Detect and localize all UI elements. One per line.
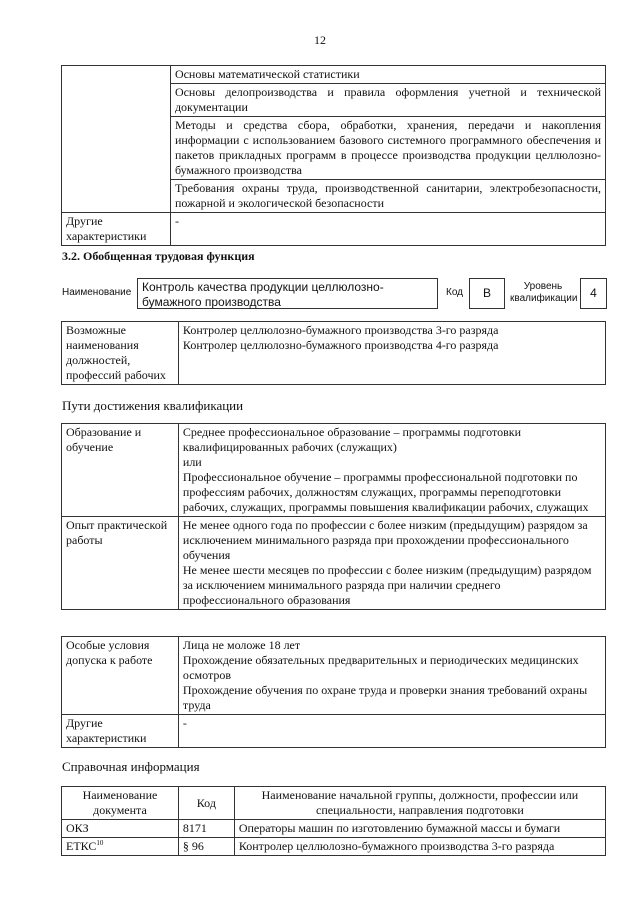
code-value: B <box>482 286 491 300</box>
level-value: 4 <box>590 286 597 300</box>
table-row <box>62 838 606 856</box>
table-row <box>62 820 606 838</box>
code-value-box <box>469 278 505 309</box>
experience-values <box>178 517 605 610</box>
experience-label: Опыт практической работы <box>62 517 179 610</box>
top-table <box>61 65 606 246</box>
code-label: Код <box>446 287 464 298</box>
level-label: Уровень квалификации <box>510 281 578 304</box>
conditions-other-value: - <box>178 715 605 748</box>
ref-name: Контролер целлюлозно-бумажного производства 3-го разряда <box>234 838 605 856</box>
position-item: Контролер целлюлозно-бумажного производства 4-го разряда <box>182 338 499 352</box>
condition-item: Лица не моложе 18 лет <box>182 638 301 652</box>
education-label: Образование и обучение <box>62 424 179 517</box>
education-values <box>178 424 605 517</box>
qualification-table <box>61 423 606 610</box>
conditions-table <box>61 636 606 748</box>
education-item: или <box>182 455 202 469</box>
reference-table <box>61 786 606 856</box>
footnote-marker: 10 <box>96 839 104 847</box>
education-item: Среднее профессиональное образование – программы подготовки квалифицированных рабочих (служащих) <box>182 425 522 454</box>
ref-header-name: Наименование начальной группы, должности, профессии или специальности, направления подготовки <box>234 787 605 820</box>
paths-title: Пути достижения квалификации <box>62 398 244 413</box>
top-table-row-1: Основы математической статистики <box>170 66 605 84</box>
conditions-label: Особые условия допуска к работе <box>62 637 179 715</box>
positions-label: Возможные наименования должностей, профессий рабочих <box>62 322 179 385</box>
conditions-values <box>178 637 605 715</box>
ref-doc: ЕТКС <box>66 839 97 853</box>
ref-doc-cell <box>62 838 179 856</box>
ref-code: § 96 <box>178 838 234 856</box>
page-number: 12 <box>314 33 326 47</box>
name-label: Наименование <box>62 287 132 298</box>
name-value-box <box>137 278 438 309</box>
level-value-box <box>580 278 607 309</box>
top-table-row-3: Методы и средства сбора, обработки, хранения, передачи и накопления информации с использованием базового системного программного обеспечения и пакетов прикладных программ в процессе производства продукции целлюлозно-бумажного производства <box>170 117 605 180</box>
condition-item: Прохождение обучения по охране труда и проверки знания требований охраны труда <box>182 683 588 712</box>
experience-item: Не менее одного года по профессии с более низким (предыдущим) разрядом за исключением минимального разряда при прохождении профессионального обучения <box>182 518 588 562</box>
ref-doc: ОКЗ <box>62 820 179 838</box>
top-other-value: - <box>170 213 605 246</box>
name-value: Контроль качества продукции целлюлозно-бумажного производства <box>142 280 384 309</box>
ref-header-doc: Наименование документа <box>62 787 179 820</box>
section-title: 3.2. Обобщенная трудовая функция <box>62 249 255 263</box>
condition-item: Прохождение обязательных предварительных и периодических медицинских осмотров <box>182 653 579 682</box>
position-item: Контролер целлюлозно-бумажного производства 3-го разряда <box>182 323 499 337</box>
top-table-row-4: Требования охраны труда, производственной санитарии, электробезопасности, пожарной и экологической безопасности <box>170 180 605 213</box>
top-table-row-2: Основы делопроизводства и правила оформления учетной и технической документации <box>170 84 605 117</box>
ref-header-code: Код <box>178 787 234 820</box>
positions-table <box>61 321 606 385</box>
ref-name: Операторы машин по изготовлению бумажной массы и бумаги <box>234 820 605 838</box>
reference-title: Справочная информация <box>62 759 200 774</box>
education-item: Профессиональное обучение – программы профессиональной подготовки по профессиям рабочих, должностям служащих, программы переподготовки рабочих, служащих, программы повышения квалификации рабочих, служащих <box>182 470 589 514</box>
experience-item: Не менее шести месяцев по профессии с более низким (предыдущим) разрядом за исключением минимального разряда при наличии среднего профессионального образования <box>182 563 592 607</box>
positions-values <box>178 322 605 385</box>
ref-code: 8171 <box>178 820 234 838</box>
top-other-label: Другие характеристики <box>62 213 171 246</box>
top-table-blank-cell <box>62 66 171 213</box>
conditions-other-label: Другие характеристики <box>62 715 179 748</box>
